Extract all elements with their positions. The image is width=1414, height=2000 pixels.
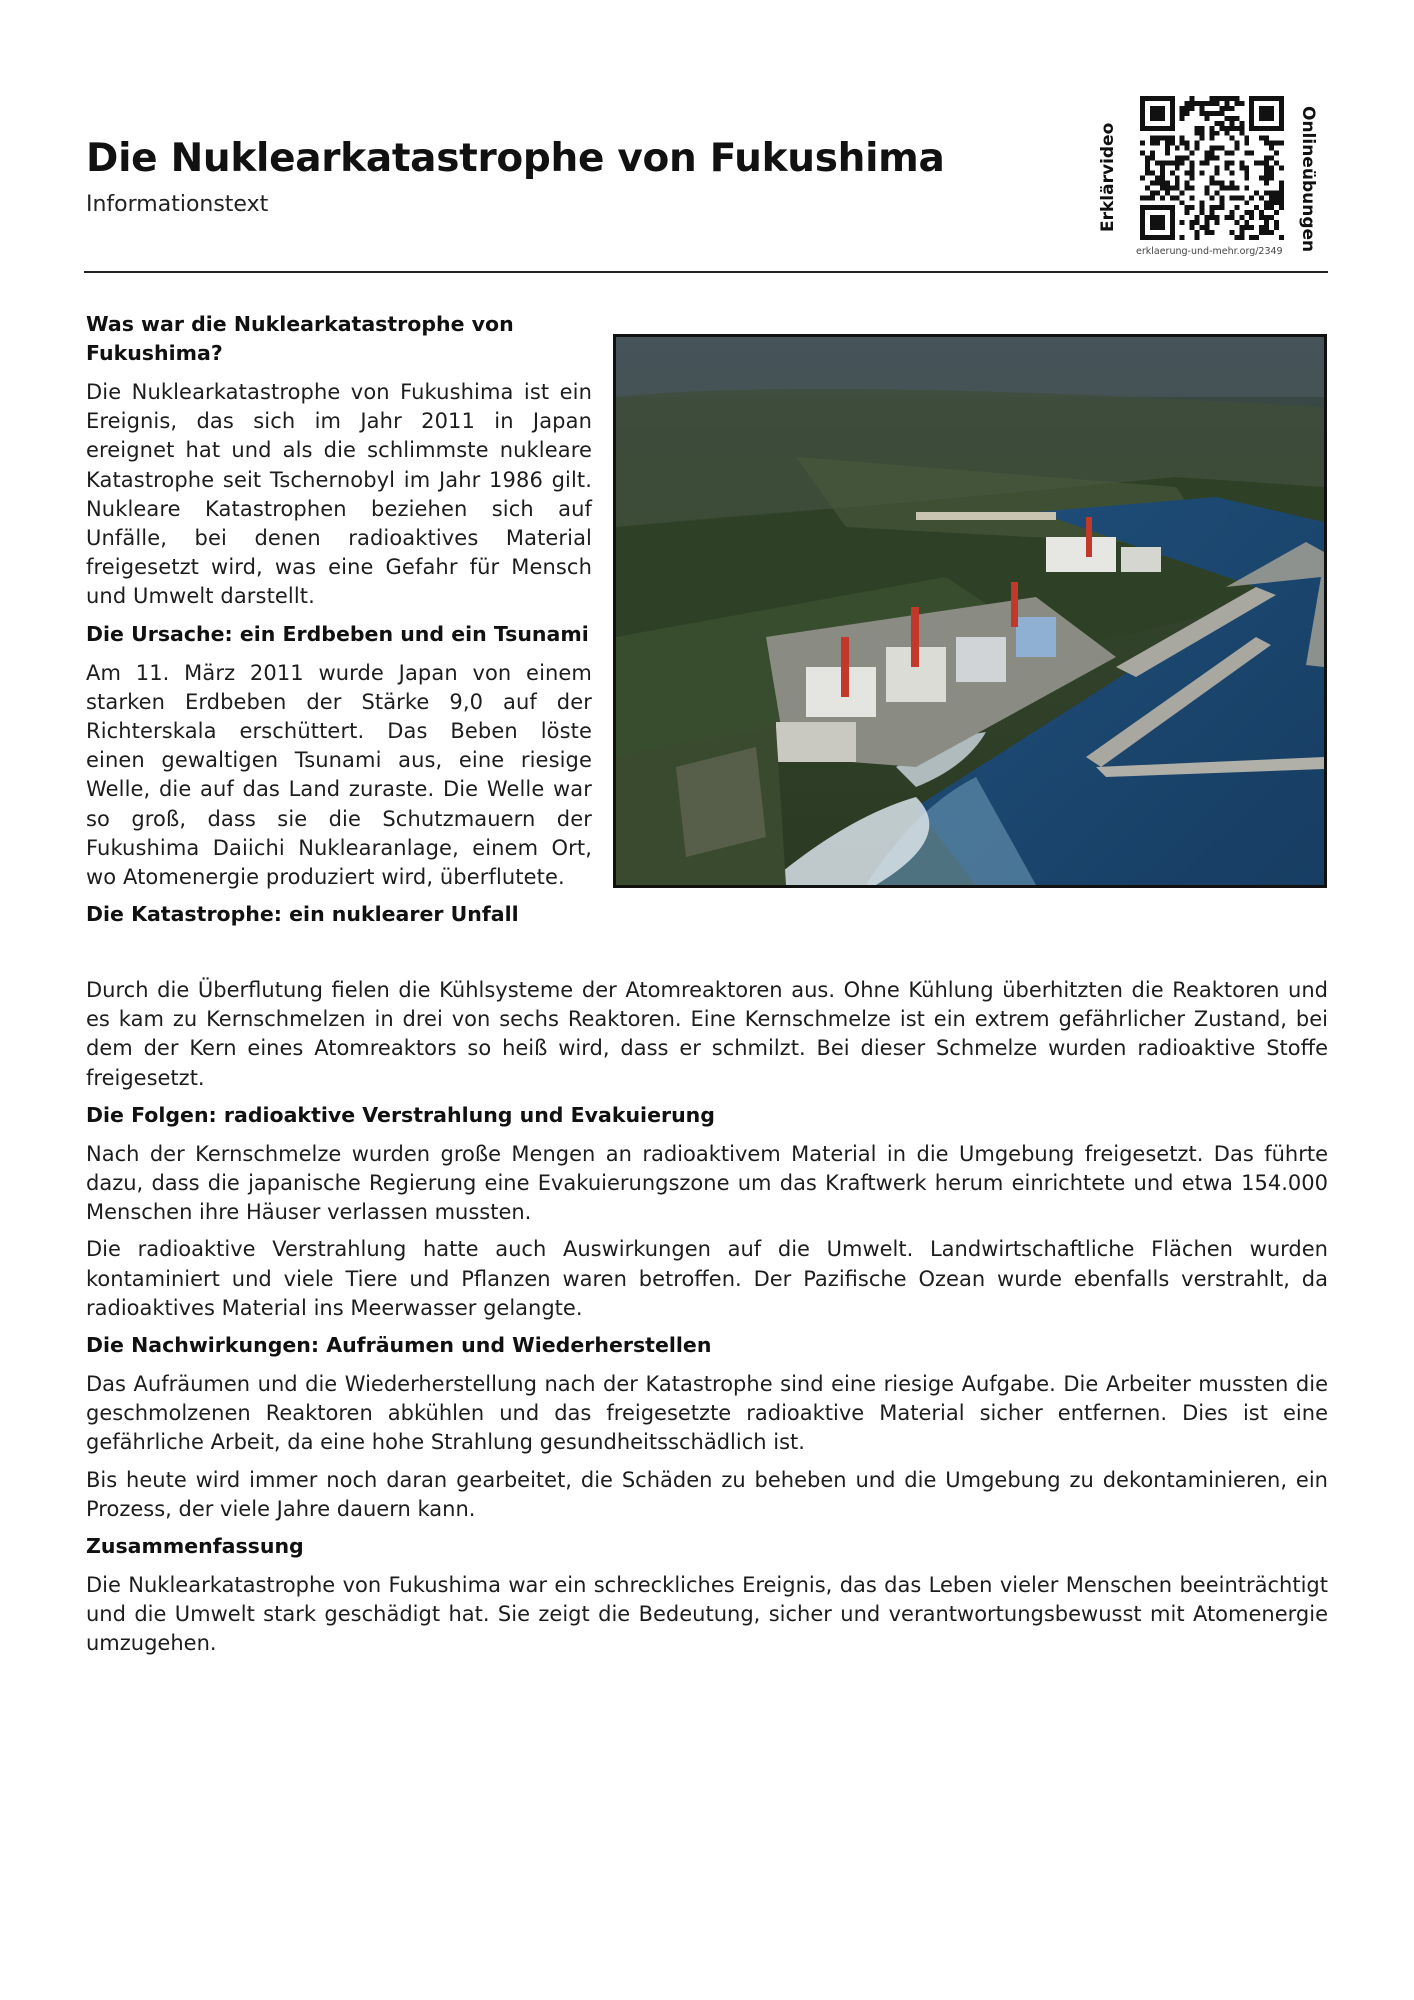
section-paragraph: Am 11. März 2011 wurde Japan von einem starken Erdbeben der Stärke 9,0 auf der Richterskala erschüttert. Das Beben löste einen gewaltigen Tsunami aus, eine riesige Welle, die auf das Land zuraste. Die Welle war so groß, dass sie die Schutzmauern der Fukushima Daiichi Nuklearanlage, einem Ort, wo Atomenergie produziert wird, überflutete. <box>86 660 592 890</box>
section-paragraph: Bis heute wird immer noch daran gearbeitet, die Schäden zu beheben und die Umgebung zu dekontaminieren, ein Prozess, der viele Jahre dauern kann. <box>86 1467 1328 1521</box>
intro-column <box>86 310 592 939</box>
section-heading-cause: Die Ursache: ein Erdbeben und ein Tsunami <box>86 621 589 646</box>
aerial-photo-nuclear-plant <box>613 334 1327 888</box>
section-heading-summary: Zusammenfassung <box>86 1534 304 1559</box>
section-paragraph: Das Aufräumen und die Wiederherstellung nach der Katastrophe sind eine riesige Aufgabe. Die Arbeiter mussten die geschmolzenen Reaktoren abkühlen und das freigesetzte radioaktive Material sicher entfernen. Dies ist eine gefährliche Arbeit, da eine hohe Strahlung gesundheitsschädlich ist. <box>86 1372 1328 1455</box>
section-paragraph: Die Nuklearkatastrophe von Fukushima war ein schreckliches Ereignis, das das Leben vieler Menschen beeinträchtigt und die Umwelt stark geschädigt hat. Sie zeigt die Bedeutung, sicher und verantwortungsbewusst mit Atomenergie umzugehen. <box>86 1573 1328 1656</box>
qr-label-onlineuebungen: Onlineübungen <box>1298 106 1318 253</box>
header-divider <box>84 271 1328 273</box>
qr-url[interactable]: erklaerung-und-mehr.org/2349 <box>1136 246 1283 257</box>
full-width-column <box>86 976 1328 1667</box>
section-heading-what: Was war die Nuklearkatastrophe von Fukushima? <box>86 312 514 365</box>
page-subtitle: Informationstext <box>86 192 269 217</box>
section-paragraph: Die radioaktive Verstrahlung hatte auch Auswirkungen auf die Umwelt. Landwirtschaftliche Flächen wurden kontaminiert und viele Tiere und Pflanzen waren betroffen. Der Pazifische Ozean wurde ebenfalls verstrahlt, da radioaktives Material ins Meerwasser gelangte. <box>86 1237 1328 1320</box>
qr-label-erklaervideo: Erklärvideo <box>1098 122 1118 232</box>
section-paragraph: Nach der Kernschmelze wurden große Mengen an radioaktivem Material in die Umgebung freigesetzt. Das führte dazu, dass die japanische Regierung eine Evakuierungszone um das Kraftwerk herum einrichtete und etwa 154.000 Menschen ihre Häuser verlassen mussten. <box>86 1141 1328 1225</box>
section-heading-aftermath: Die Nachwirkungen: Aufräumen und Wiederherstellen <box>86 1333 712 1358</box>
aerial-photo-drawing <box>616 337 1324 885</box>
section-heading-catastrophe: Die Katastrophe: ein nuklearer Unfall <box>86 902 519 927</box>
page-title: Die Nuklearkatastrophe von Fukushima <box>86 136 945 181</box>
section-paragraph: Durch die Überflutung fielen die Kühlsysteme der Atomreaktoren aus. Ohne Kühlung überhitzten die Reaktoren und es kam zu Kernschmelzen in drei von sechs Reaktoren. Eine Kernschmelze ist ein extrem gefährlicher Zustand, bei dem der Kern eines Atomreaktors so heiß wird, dass er schmilzt. Bei dieser Schmelze wurden radioaktive Stoffe freigesetzt. <box>86 978 1328 1090</box>
section-heading-consequences: Die Folgen: radioaktive Verstrahlung und Evakuierung <box>86 1102 715 1127</box>
section-paragraph: Die Nuklearkatastrophe von Fukushima ist ein Ereignis, das sich im Jahr 2011 in Japan ereignet hat und als die schlimmste nukleare Katastrophe seit Tschernobyl im Jahr 1986 gilt. Nukleare Katastrophen beziehen sich auf Unfälle, bei denen radioaktives Material freigesetzt wird, was eine Gefahr für Mensch und Umwelt darstellt. <box>86 380 592 609</box>
qr-code-icon[interactable] <box>1138 96 1286 240</box>
